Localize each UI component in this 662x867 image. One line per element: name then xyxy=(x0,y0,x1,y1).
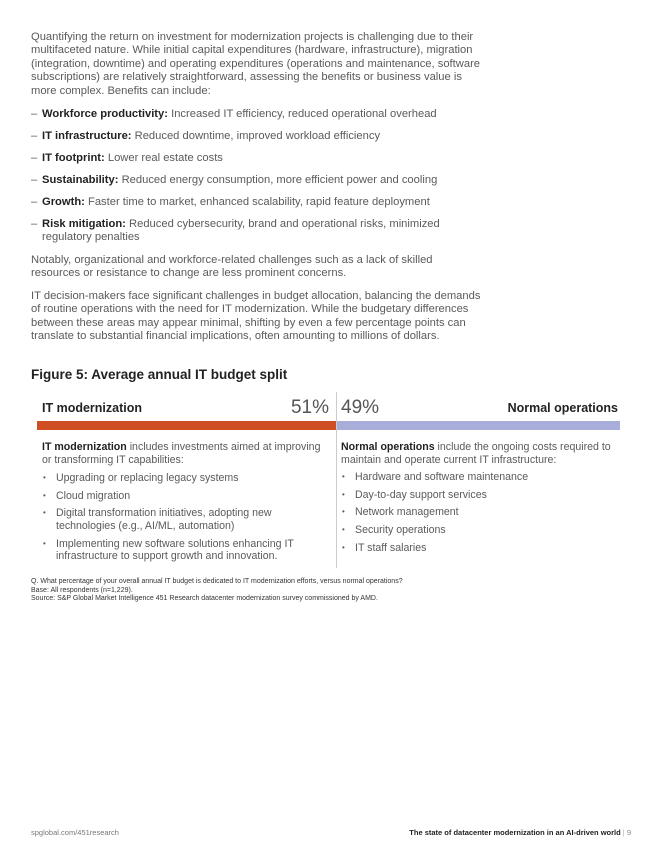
page-number: 9 xyxy=(626,828,631,837)
benefit-item xyxy=(31,130,471,143)
intro-paragraph: Quantifying the return on investment for modernization projects is challenging due to their multifaceted nature. While initial capital expenditures (hardware, infrastructure), migration (integration, downtime) and operating expenditures (operations and maintenance, software subscriptions) are relatively straightforward, assessing the benefits or business value is more complex. Benefits can include: xyxy=(31,31,481,97)
left-bar-percent: 51% xyxy=(290,397,329,418)
list-item: • IT staff salaries xyxy=(341,542,616,555)
list-item: • Upgrading or replacing legacy systems xyxy=(42,472,327,485)
list-item: • Security operations xyxy=(341,524,616,537)
list-item: • Implementing new software solutions enhancing IT infrastructure to support growth and innovation. xyxy=(42,538,327,563)
survey-source: Source: S&P Global Market Intelligence 451 Research datacenter modernization survey commissioned by AMD. xyxy=(31,595,378,603)
list-item: • Network management xyxy=(341,506,616,519)
footer-separator: | xyxy=(620,828,627,837)
figure-title: Figure 5: Average annual IT budget split xyxy=(31,367,288,382)
benefit-term: Growth: xyxy=(42,196,85,208)
modernization-term: IT modernization xyxy=(42,441,127,453)
figure-notes xyxy=(31,578,491,604)
footer-url[interactable]: spglobal.com/451research xyxy=(31,828,119,837)
benefit-item xyxy=(31,196,471,209)
benefit-item xyxy=(31,218,462,245)
benefit-desc: Increased IT efficiency, reduced operational overhead xyxy=(167,108,437,120)
benefit-item xyxy=(31,152,471,165)
benefit-desc: Reduced energy consumption, more efficient power and cooling xyxy=(118,174,438,186)
operations-list xyxy=(341,471,616,554)
benefit-term: Workforce productivity: xyxy=(42,108,168,120)
benefit-term: Sustainability: xyxy=(42,174,119,186)
list-item: • Hardware and software maintenance xyxy=(341,471,616,484)
benefit-desc: Faster time to market, enhanced scalability, rapid feature deployment xyxy=(84,196,430,208)
survey-question: Q. What percentage of your overall annual IT budget is dedicated to IT modernization efforts, versus normal operations? xyxy=(31,578,403,585)
benefit-item xyxy=(31,108,471,121)
left-bar-label: IT modernization xyxy=(42,401,142,415)
operations-intro xyxy=(341,441,616,466)
list-item: • Day-to-day support services xyxy=(341,489,616,502)
footer-doc-title: The state of datacenter modernization in an AI-driven world xyxy=(409,828,621,837)
benefit-term: IT infrastructure: xyxy=(42,130,132,142)
footer-doc-info xyxy=(409,828,631,837)
modernization-list xyxy=(42,472,327,563)
benefit-desc: Reduced downtime, improved workload efficiency xyxy=(131,130,381,142)
right-bar-label: Normal operations xyxy=(507,401,618,415)
modernization-column xyxy=(42,441,327,568)
operations-intro-text: include the ongoing costs required to maintain and operate current IT infrastructure: xyxy=(341,441,611,466)
benefit-desc: Reduced cybersecurity, brand and operational risks, minimized regulatory penalties xyxy=(42,218,440,244)
modernization-intro xyxy=(42,441,327,466)
operations-column xyxy=(341,441,616,559)
survey-base: Base: All respondents (n=1,229). xyxy=(31,586,133,594)
operations-term: Normal operations xyxy=(341,441,435,453)
benefit-item xyxy=(31,174,471,187)
benefit-term: Risk mitigation: xyxy=(42,218,126,230)
bar-it-modernization xyxy=(37,421,336,430)
list-item: • Cloud migration xyxy=(42,490,327,503)
paragraph-challenges: Notably, organizational and workforce-related challenges such as a lack of skilled resources or resistance to change are less prominent concerns. xyxy=(31,254,433,280)
benefit-desc: Lower real estate costs xyxy=(104,152,223,164)
list-item: • Digital transformation initiatives, adopting new technologies (e.g., AI/ML, automation) xyxy=(42,507,327,532)
modernization-intro-text: includes investments aimed at improving or transforming IT capabilities: xyxy=(42,441,321,466)
paragraph-budget: IT decision-makers face significant challenges in budget allocation, balancing the demands of routine operations with the need for IT modernization. While the budgetary differences between these areas may appear minimal, shifting by even a few percentage points can translate to substantial financial implications, often amounting to millions of dollars. xyxy=(31,290,481,343)
bar-normal-operations xyxy=(337,421,620,430)
benefits-list xyxy=(31,108,471,253)
center-divider xyxy=(336,392,337,568)
right-bar-percent: 49% xyxy=(341,397,380,418)
benefit-term: IT footprint: xyxy=(42,152,105,164)
